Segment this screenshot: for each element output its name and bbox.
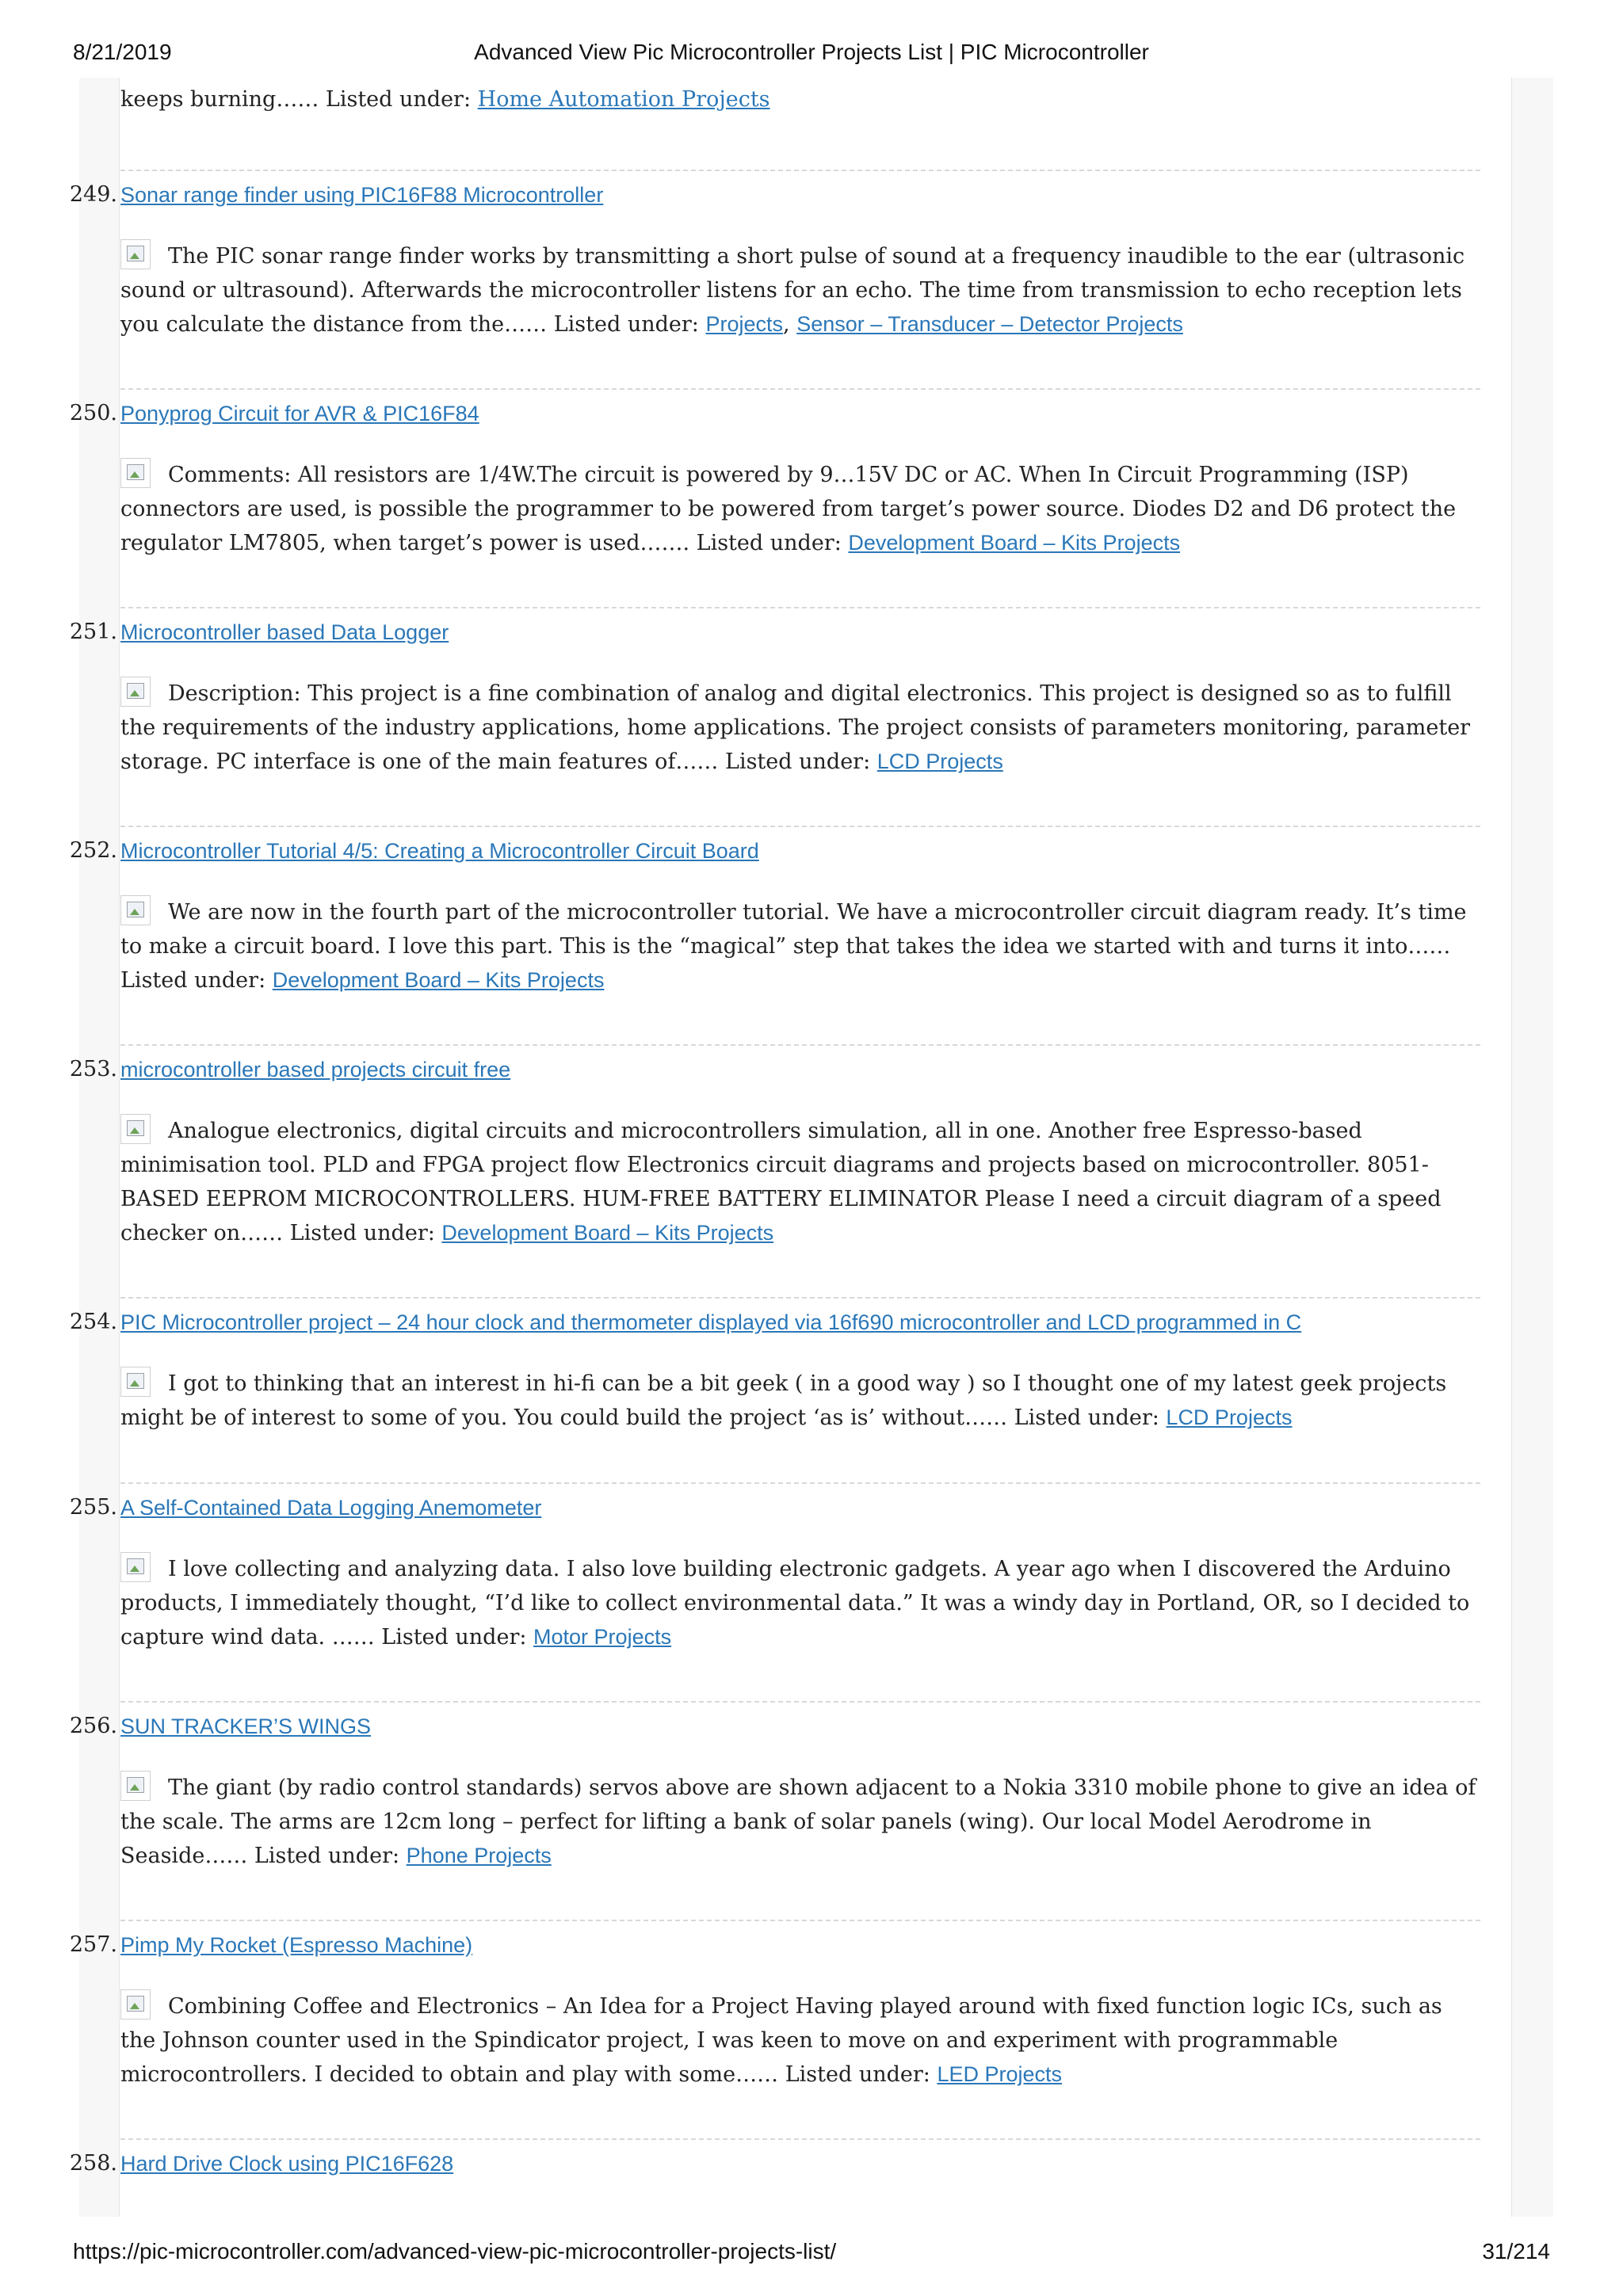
- print-page-title: Advanced View Pic Microcontroller Projects List | PIC Microcontroller: [474, 40, 1149, 64]
- project-title-link[interactable]: A Self-Contained Data Logging Anemometer: [120, 1496, 542, 1520]
- entry-number: 252.: [69, 838, 117, 863]
- entry-heading: [69, 1052, 1480, 1087]
- category-link[interactable]: LCD Projects: [1166, 1405, 1293, 1429]
- entry-excerpt: [120, 895, 1480, 997]
- entry-heading: [69, 177, 1480, 212]
- previous-entry-tail: [120, 82, 1468, 116]
- image-placeholder-icon: [127, 1558, 144, 1574]
- entry-number: 250.: [69, 401, 117, 425]
- category-link[interactable]: Development Board – Kits Projects: [441, 1221, 774, 1245]
- entry-heading: [69, 396, 1480, 431]
- print-date: 8/21/2019: [73, 40, 172, 64]
- entry-number: 255.: [69, 1495, 117, 1520]
- broken-image-icon: [120, 1771, 151, 1801]
- category-link[interactable]: Development Board – Kits Projects: [848, 531, 1181, 555]
- project-title-link[interactable]: Hard Drive Clock using PIC16F628: [120, 2152, 454, 2176]
- broken-image-icon: [120, 1989, 151, 2019]
- excerpt-text: Description: This project is a fine combination of analog and digital electronics. This project is designed so as to fulfill the requirements of the industry applications, home applications. The project consists of parameters monitoring, parameter storage. PC interface is one of the main features of…… Listed under:: [120, 681, 1471, 774]
- entry-excerpt: [120, 1552, 1480, 1654]
- entry-heading: [69, 1709, 1480, 1744]
- entry-excerpt: [120, 1989, 1480, 2092]
- entry-excerpt: [120, 677, 1480, 779]
- category-link[interactable]: Home Automation Projects: [477, 87, 770, 112]
- broken-image-icon: [120, 458, 151, 488]
- excerpt-text: The giant (by radio control standards) servos above are shown adjacent to a Nokia 3310 mobile phone to give an idea of the scale. The arms are 12cm long – perfect for lifting a bank of solar panels (wing). Our local Model Aerodrome in Seaside…… Listed under:: [120, 1775, 1476, 1868]
- image-placeholder-icon: [127, 902, 144, 917]
- image-placeholder-icon: [127, 464, 144, 480]
- broken-image-icon: [120, 1367, 151, 1397]
- broken-image-icon: [120, 1114, 151, 1144]
- previous-entry-text: keeps burning…… Listed under:: [120, 87, 478, 112]
- entry-excerpt: [120, 1367, 1480, 1435]
- broken-image-icon: [120, 1552, 151, 1582]
- entry-excerpt: [120, 239, 1480, 341]
- entry-heading: [69, 1305, 1480, 1340]
- category-link[interactable]: LCD Projects: [876, 749, 1003, 773]
- entry-heading: [69, 615, 1480, 650]
- project-entry: [69, 1482, 1480, 1654]
- excerpt-text: Combining Coffee and Electronics – An Idea for a Project Having played around with fixed function logic ICs, such as the Johnson counter used in the Spindicator project, I was keen to move on and experiment with programmable microcontrollers. I decided to obtain and play with some…… Listed under:: [120, 1994, 1442, 2087]
- entry-number: 251.: [69, 620, 117, 644]
- image-placeholder-icon: [127, 1777, 144, 1793]
- project-title-link[interactable]: Microcontroller based Data Logger: [120, 620, 449, 644]
- entry-heading: [69, 1928, 1480, 1962]
- print-page-number: 31/214: [1482, 2239, 1550, 2264]
- entry-heading: [69, 1490, 1480, 1525]
- project-entry: [69, 1297, 1480, 1435]
- category-link[interactable]: LED Projects: [937, 2062, 1063, 2086]
- project-entry: [69, 170, 1480, 341]
- project-entry: [69, 607, 1480, 779]
- entry-number: 256.: [69, 1714, 117, 1738]
- entry-excerpt: [120, 1114, 1480, 1250]
- entry-heading: [69, 833, 1480, 868]
- print-url: https://pic-microcontroller.com/advanced-view-pic-microcontroller-projects-list/: [73, 2239, 837, 2264]
- project-entry: [69, 1920, 1480, 2092]
- image-placeholder-icon: [127, 1120, 144, 1136]
- project-title-link[interactable]: SUN TRACKER’S WINGS: [120, 1714, 372, 1738]
- image-placeholder-icon: [127, 1373, 144, 1389]
- category-link[interactable]: Motor Projects: [533, 1625, 672, 1649]
- entry-number: 254.: [69, 1310, 117, 1334]
- project-title-link[interactable]: Ponyprog Circuit for AVR & PIC16F84: [120, 402, 479, 425]
- project-title-link[interactable]: Pimp My Rocket (Espresso Machine): [120, 1933, 473, 1957]
- project-entry: [69, 826, 1480, 997]
- category-link[interactable]: Sensor – Transducer – Detector Projects: [796, 312, 1183, 336]
- entry-number: 249.: [69, 182, 117, 207]
- excerpt-text: Comments: All resistors are 1/4W.The circuit is powered by 9…15V DC or AC. When In Circuit Programming (ISP) connectors are used, is possible the programmer to be powered from target’s power source. Diodes D2 and D6 protect the regulator LM7805, when target’s power is used……. Listed under:: [120, 463, 1457, 555]
- excerpt-text: Analogue electronics, digital circuits and microcontrollers simulation, all in one. Another free Espresso-based minimisation tool. PLD and FPGA project flow Electronics circuit diagrams and projects based on microcontroller. 8051-BASED EEPROM MICROCONTROLLERS. HUM-FREE BATTERY ELIMINATOR Please I need a circuit diagram of a speed checker on…… Listed under:: [120, 1119, 1442, 1245]
- project-title-link[interactable]: microcontroller based projects circuit free: [120, 1058, 511, 1081]
- project-title-link[interactable]: Sonar range finder using PIC16F88 Microcontroller: [120, 183, 604, 207]
- project-entry: [69, 388, 1480, 560]
- project-title-link[interactable]: Microcontroller Tutorial 4/5: Creating a Microcontroller Circuit Board: [120, 839, 759, 863]
- entry-excerpt: [120, 1771, 1480, 1873]
- entry-number: 258.: [69, 2151, 117, 2176]
- entry-excerpt: [120, 458, 1480, 560]
- project-entry: [69, 1701, 1480, 1873]
- category-link[interactable]: Projects: [705, 312, 784, 336]
- project-entry: [69, 2138, 1480, 2181]
- broken-image-icon: [120, 239, 151, 269]
- broken-image-icon: [120, 895, 151, 925]
- excerpt-text: The PIC sonar range finder works by transmitting a short pulse of sound at a frequency inaudible to the ear (ultrasonic sound or ultrasound). Afterwards the microcontroller listens for an echo. The time from transmission to echo reception lets you calculate the distance from the…… Listed under:: [120, 244, 1465, 337]
- image-placeholder-icon: [127, 683, 144, 699]
- category-separator: ,: [783, 312, 797, 337]
- excerpt-text: We are now in the fourth part of the microcontroller tutorial. We have a microcontroller circuit diagram ready. It’s time to make a circuit board. I love this part. This is the “magical” step that takes the idea we started with and turns it into…… Listed under:: [120, 900, 1467, 993]
- category-link[interactable]: Development Board – Kits Projects: [272, 968, 605, 992]
- entry-heading: [69, 2146, 1480, 2181]
- image-placeholder-icon: [127, 246, 144, 261]
- entry-number: 253.: [69, 1057, 117, 1081]
- category-link[interactable]: Phone Projects: [406, 1844, 552, 1867]
- excerpt-text: I got to thinking that an interest in hi-fi can be a bit geek ( in a good way ) so I thought one of my latest geek projects might be of interest to some of you. You could build the project ‘as is’ without…… Listed under:: [120, 1371, 1447, 1430]
- project-title-link[interactable]: PIC Microcontroller project – 24 hour clock and thermometer displayed via 16f690 microcontroller and LCD programmed in C: [120, 1310, 1302, 1334]
- image-placeholder-icon: [127, 1996, 144, 2012]
- project-entry: [69, 1044, 1480, 1250]
- excerpt-text: I love collecting and analyzing data. I also love building electronic gadgets. A year ago when I discovered the Arduino products, I immediately thought, “I’d like to collect environmental data.” It was a windy day in Portland, OR, so I decided to capture wind data. …… Listed under:: [120, 1557, 1470, 1650]
- entry-number: 257.: [69, 1932, 117, 1957]
- broken-image-icon: [120, 677, 151, 707]
